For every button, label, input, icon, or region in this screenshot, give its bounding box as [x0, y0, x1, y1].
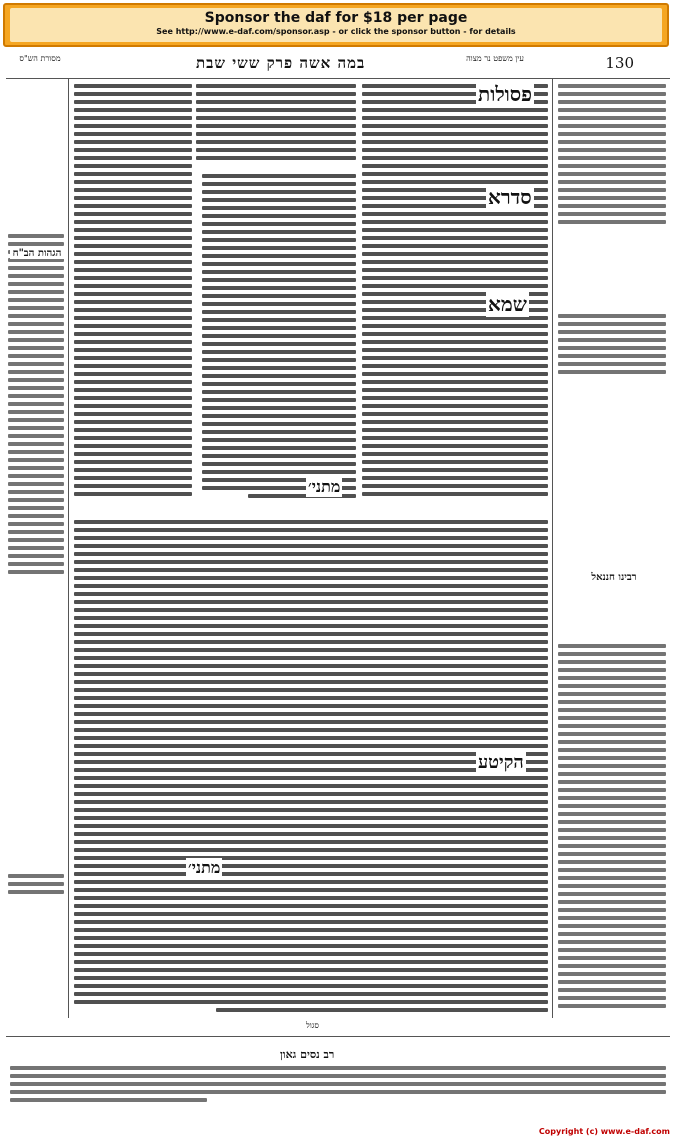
lower-commentary-block	[74, 520, 548, 1032]
left-margin-column	[8, 84, 64, 1014]
section-word-hakite: הקיטע	[478, 752, 524, 773]
left-margin-lines	[8, 234, 64, 1014]
signature-word: סגול	[306, 1021, 319, 1030]
sponsor-banner-inner[interactable]	[10, 8, 662, 42]
sponsor-title[interactable]: Sponsor the daf for $18 per page	[204, 10, 468, 26]
section-word-pesulot: פסולות	[478, 82, 533, 106]
masoret-label: מסורת הש"ס	[19, 54, 61, 63]
rule-right-margin	[552, 78, 553, 1018]
tosafot-column	[74, 84, 192, 504]
talmud-page	[6, 52, 670, 1124]
section-word-matni-1: מתני׳	[308, 477, 341, 496]
rav-nissim-heading: רב נסים גאון	[276, 1048, 338, 1061]
rule-left-margin	[68, 78, 69, 1018]
page-header	[6, 52, 670, 79]
ein-mishpat-label: עין משפט נר מצוה	[466, 54, 524, 63]
section-word-matni-2: מתני׳	[188, 858, 221, 877]
rabbeinu-chananel-heading: רבינו חננאל	[566, 572, 662, 583]
gemara-column	[202, 174, 356, 514]
rav-nissim-text	[10, 1066, 666, 1118]
hagahot-heading: הגהות הב"ח	[10, 248, 64, 259]
section-word-sidra: סדרא	[488, 185, 532, 209]
copyright-link[interactable]: Copyright (c) www.e-daf.com	[538, 1127, 670, 1136]
top-commentary	[196, 84, 356, 164]
tractate-title: במה אשה פרק ששי שבת	[196, 54, 366, 72]
rule-footer-top	[6, 1036, 670, 1037]
page-number: 130	[605, 54, 634, 72]
sponsor-banner[interactable]	[3, 3, 669, 47]
sponsor-subtitle[interactable]: See http://www.e-daf.com/sponsor.asp - or click the sponsor button - for details	[156, 27, 516, 36]
section-word-shema: שמא	[488, 292, 527, 316]
right-margin-column	[558, 84, 666, 1014]
